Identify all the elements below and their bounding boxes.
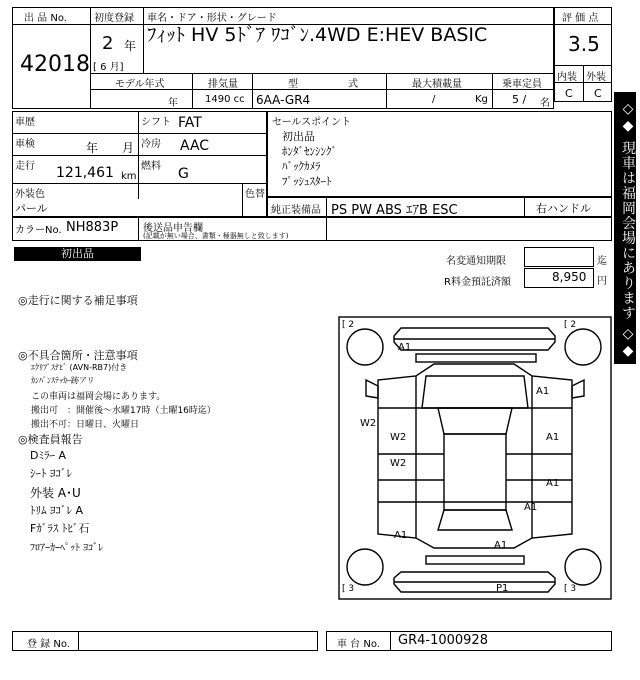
defect-title: ◎不具合箇所・注意事項 [18, 349, 138, 362]
damage-mark: W2 [390, 458, 407, 469]
inspector-line: ﾌﾛｱｰｶｰﾍﾟｯﾄ ﾖｺﾞﾚ [30, 543, 104, 554]
driving-title: ◎走行に関する補足事項 [18, 294, 138, 307]
damage-mark: W2 [390, 432, 407, 443]
sales-point: ﾎﾝﾀﾞｾﾝｼﾝｸﾞ [282, 145, 337, 158]
damage-mark: A1 [398, 342, 412, 353]
equipment-label: 純正装備品 [271, 205, 321, 216]
max-load-label: 最大積載量 [412, 79, 462, 90]
ext-color-label: 外装色 [15, 189, 45, 200]
inspection-label: 車検 [15, 139, 35, 150]
sales-point: ﾊﾞｯｸｶﾒﾗ [282, 160, 321, 173]
inspector-line: ｼｰﾄ ﾖｺﾞﾚ [30, 467, 72, 480]
inspector-line: Dﾐﾗｰ A [30, 449, 66, 462]
after-label: 後送品申告欄 [143, 223, 203, 234]
aircon-label: 冷房 [141, 139, 161, 150]
grade-label: 評 価 点 [562, 13, 599, 24]
steering: 右ハンドル [536, 202, 591, 215]
exterior-label: 外装 [586, 72, 606, 83]
capacity-unit: 名 [540, 98, 550, 109]
capacity-label: 乗車定員 [502, 79, 542, 90]
displacement: 1490 cc [205, 94, 245, 105]
mileage-label: 走行 [15, 161, 35, 172]
damage-mark: A1 [546, 432, 560, 443]
first-reg-year: 2 [102, 33, 114, 54]
inspector-line: ﾄﾘﾑ ﾖｺﾞﾚ A [30, 504, 84, 517]
model-year-unit: 年 [168, 98, 178, 109]
ext-color: パール [15, 202, 48, 215]
damage-diagram [338, 316, 612, 600]
sales-point: 初出品 [282, 130, 315, 143]
car-name: ﾌｨｯﾄ HV 5ﾄﾞｱ ﾜｺﾞﾝ.4WD E:HEV BASIC [147, 24, 488, 46]
first-reg-month: [ 6 月] [93, 62, 124, 73]
capacity: 5 / [512, 93, 527, 106]
aircon: AAC [180, 138, 210, 154]
interior-label: 内装 [557, 72, 577, 83]
fuel-label: 燃料 [141, 161, 161, 172]
after-note: (記載が無い場合、書類・極器無しと致します) [143, 232, 289, 240]
inspector-line: Fｶﾞﾗｽ ﾄﾋﾞ石 [30, 522, 90, 535]
type-label: 型 式 [288, 79, 358, 90]
mileage-unit: km [121, 171, 137, 182]
damage-mark: P1 [496, 583, 509, 594]
color-change-label: 色替 [245, 189, 265, 200]
lot-label: 出 品 No. [24, 13, 67, 24]
inspector-line: 外装 A･U [30, 486, 81, 500]
type: 6AA-GR4 [256, 93, 311, 107]
mileage: 121,461 [56, 165, 114, 181]
max-load: / [432, 94, 436, 105]
sales-title: セールスポイント [272, 117, 352, 128]
defect-line: 搬出可 ：開催後～水曜17時（土曜16時迄） [31, 406, 216, 416]
name-change-label: 名変通知期限 [446, 256, 506, 267]
displacement-label: 排気量 [208, 79, 238, 90]
fuel: G [178, 166, 189, 182]
corner-label-br: [ 3 [564, 584, 577, 594]
defect-line: 搬出不可：日曜日、火曜日 [31, 420, 140, 430]
defect-line: この車両は福岡会場にあります。 [31, 392, 166, 402]
location-banner: ◇◆ 現車は福岡会場にあります ◇◆ [614, 92, 636, 364]
recycle-label: R料金預託済額 [444, 277, 511, 288]
color-no: NH883P [66, 220, 119, 235]
model-year-label: モデル年式 [115, 79, 165, 90]
damage-mark: W2 [360, 418, 377, 429]
defect-line: ｶﾝﾊﾟﾝｽﾃｯｶｰ跡アリ [31, 376, 95, 385]
recycle-unit: 円 [597, 276, 607, 287]
reg-no-label: 登 録 No. [27, 639, 70, 650]
shift: FAT [178, 115, 202, 131]
max-load-unit: Kg [475, 94, 488, 105]
interior-grade: C [565, 87, 573, 100]
corner-label-tr: [ 2 [564, 320, 577, 330]
car-name-label: 車名・ドア・形状・グレード [147, 13, 277, 24]
lot-number: 42018 [20, 52, 90, 77]
inspection-month: 月 [122, 141, 135, 155]
chassis-label: 車 台 No. [337, 639, 380, 650]
shift-label: シフト [141, 117, 171, 128]
color-no-label: カラーNo. [15, 225, 62, 236]
chassis-number: GR4-1000928 [398, 633, 488, 648]
history-label: 車歴 [15, 117, 35, 128]
recycle-value: 8,950 [552, 270, 587, 284]
inspection-year: 年 [86, 141, 99, 155]
corner-label-bl: [ 3 [342, 584, 355, 594]
first-listing-badge: 初出品 [14, 247, 141, 261]
damage-mark: A1 [524, 502, 538, 513]
equipment-items: PS PW ABS ｴｱB ESC [331, 203, 458, 218]
first-reg-year-unit: 年 [124, 39, 137, 53]
damage-mark: A1 [536, 386, 550, 397]
first-reg-label: 初度登録 [94, 13, 134, 24]
damage-mark: A1 [494, 540, 508, 551]
inspector-title: ◎検査員報告 [18, 433, 83, 446]
damage-mark: A1 [394, 530, 408, 541]
defect-line: ｴｸﾘﾌﾟｽﾅﾋﾞ (AVN-RB7)付き [31, 363, 128, 372]
corner-label-tl: [ 2 [342, 320, 355, 330]
score: 3.5 [568, 32, 600, 56]
sales-point: ﾌﾟｯｼｭｽﾀｰﾄ [282, 175, 332, 188]
damage-mark: A1 [546, 478, 560, 489]
exterior-grade: C [594, 87, 602, 100]
name-change-unit: 迄 [597, 256, 607, 267]
